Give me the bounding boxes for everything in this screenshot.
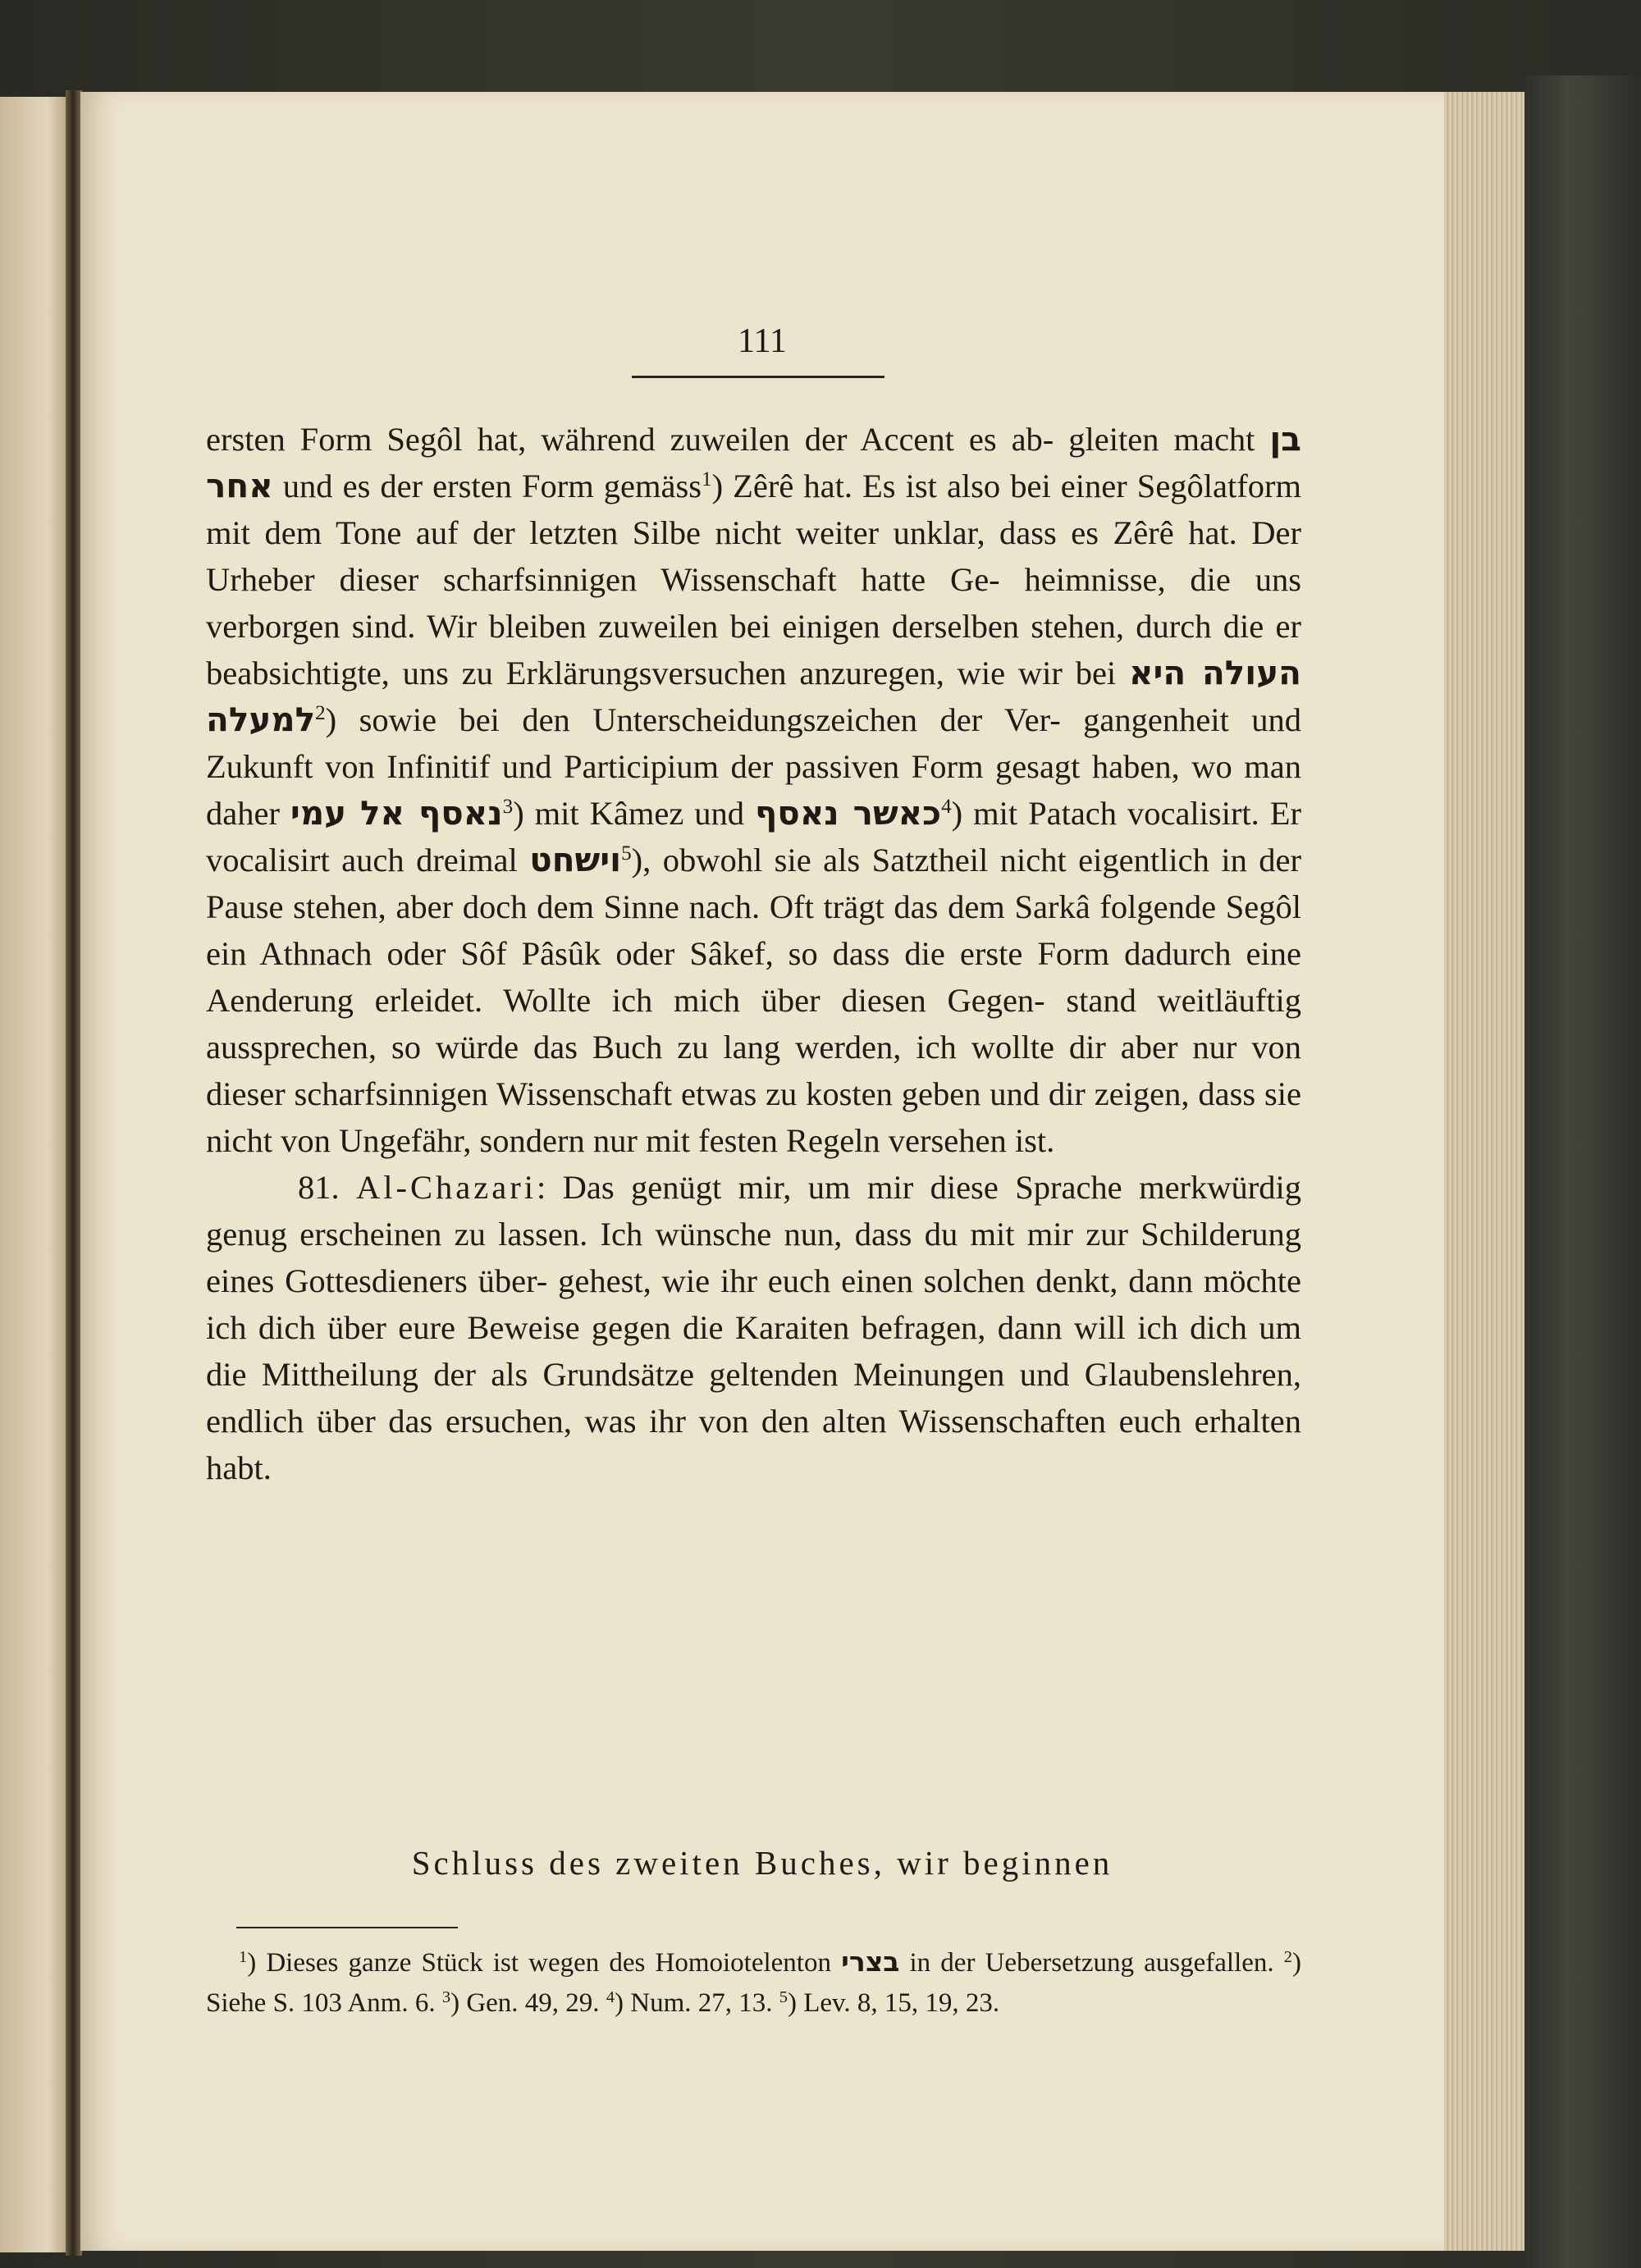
text-line: mit Kâmez und כאשר נאסף$^4$) mit Patach vocalisirt. Er (534, 793, 1301, 833)
footnote-line: $^4$) Num. 27, 13. $^5$) Lev. 8, 15, 19, 23. (606, 1987, 1000, 2018)
text-line: 81. Al-Chazari: Das genügt mir, um mir diese Sprache (298, 1169, 1122, 1206)
footnote-line: Uebersetzung ausgefallen. $^2$) Siehe S. 103 Anm. 6. $^3$) Gen. 49, 29. (206, 1947, 1302, 2018)
hebrew-text: למעלה (206, 700, 316, 739)
hebrew-text: בצרי (841, 1946, 900, 1978)
hebrew-text: העולה היא (1128, 653, 1302, 692)
text-line: dich über eure Beweise gegen die Karaiten befragen, dann (258, 1309, 1063, 1346)
text-line: sie nicht von Ungefähr, sondern nur mit festen Regeln (206, 1075, 1301, 1159)
footnote-marker: 5 (621, 842, 632, 865)
hebrew-text: כאשר נאסף (754, 793, 942, 833)
text-line: gleiten macht בן אחר und es der ersten Form gemäss$^1$) Zêrê (206, 419, 1302, 505)
footnote-marker: 4 (941, 796, 952, 819)
book-gutter (66, 90, 82, 2256)
footnote-marker: 4 (606, 1987, 615, 2006)
footnote-line: $^1$) Dieses ganze Stück ist wegen des Homoiotelenton בצרי in der (239, 1946, 976, 1978)
footnote-block (206, 1942, 1301, 2024)
text-line: Der Urheber dieser scharfsinnigen Wissenschaft hatte Ge- (206, 514, 1302, 598)
speaker-name: Al-Chazari (356, 1169, 537, 1206)
text-line: werden, ich wollte dir aber nur von dieser scharfsinnigen (206, 1029, 1302, 1112)
footnote-marker: 5 (779, 1987, 788, 2006)
text-line: eine Aenderung erleidet. Wollte ich mich über diesen Gegen- (206, 935, 1301, 1019)
book-page (80, 92, 1444, 2251)
text-line: gangenheit und Zukunft von Infinitif und Participium der (206, 701, 1301, 785)
text-line: gehest, wie ihr euch einen solchen denkt, dann möchte ich (206, 1262, 1302, 1346)
text-line: dass du mit mir zur Schilderung eines Gottesdieners über- (206, 1216, 1301, 1299)
text-line: will ich dich um die Mittheilung der als Grundsätze geltenden (206, 1309, 1301, 1393)
main-text (206, 416, 1301, 1491)
text-line: ersten Form Segôl hat, während zuweilen der Accent es ab- (206, 421, 1054, 458)
text-line: Meinungen und Glaubenslehren, endlich über das ersuchen, (206, 1356, 1301, 1440)
paragraph-2 (206, 1164, 1301, 1491)
text-line: passiven Form gesagt haben, wo man daher נאסף אל עמי$^3$) (206, 748, 1302, 833)
hebrew-text: נאסף אל עמי (290, 793, 503, 833)
text-line: heimnisse, die uns verborgen sind. Wir bleiben zuweilen (206, 561, 1301, 645)
text-line: hat. Es ist also bei einer Segôlatform mit dem Tone auf (206, 468, 1302, 551)
footnote-rule (236, 1927, 458, 1928)
text-line: bei einigen derselben stehen, durch die er beabsichtigte, (206, 608, 1301, 691)
book-spine (1524, 75, 1641, 2268)
left-page-edge (0, 97, 67, 2252)
text-line: oder Sôf Pâsûk oder Sâkef, so dass die erste Form dadurch (386, 935, 1232, 972)
text-line: stand weitläuftig aussprechen, so würde das Buch zu lang (206, 982, 1302, 1066)
text-line: Wissenschaft etwas zu kosten geben und dir zeigen, dass (496, 1075, 1256, 1112)
footnote-marker: 2 (315, 702, 326, 725)
hebrew-text: בן אחר (206, 419, 1302, 505)
hebrew-text: וישחט (529, 840, 622, 879)
text-line: merkwürdig genug erscheinen zu lassen. Ich wünsche nun, (206, 1169, 1302, 1253)
page-block-edges (1444, 92, 1524, 2251)
footnote-marker: 1 (702, 468, 712, 491)
text-line: versehen ist. (888, 1122, 1055, 1159)
text-line: uns zu Erklärungsversuchen anzuregen, wie wir bei העולה היא (402, 653, 1302, 692)
page-number: 111 (738, 322, 787, 360)
paragraph-1 (206, 416, 1301, 1164)
text-line: nicht eigentlich in der Pause stehen, aber doch dem Sinne (206, 842, 1301, 925)
text-line: vocalisirt auch dreimal וישחט$^5$), obwohl sie als Satztheil (206, 840, 989, 879)
header-rule (632, 376, 884, 378)
footnote-marker: 3 (502, 796, 514, 819)
text-line: nach. Oft trägt das dem Sarkâ folgende Segôl ein Athnach (206, 888, 1301, 972)
footnote-marker: 3 (441, 1987, 451, 2006)
text-line: was ihr von den alten Wissenschaften euch erhalten habt. (206, 1403, 1302, 1486)
text-line: למעלה$^2$) sowie bei den Unterscheidungszeichen der Ver- (206, 700, 1061, 739)
section-heading: Schluss des zweiten Buches, wir beginnen (411, 1844, 1113, 1882)
footnote-marker: 1 (239, 1947, 248, 1966)
footnotes (206, 1942, 1301, 2024)
text-line: der letzten Silbe nicht weiter unklar, dass es Zêrê hat. (473, 514, 1237, 551)
footnote-marker: 2 (1283, 1947, 1293, 1966)
